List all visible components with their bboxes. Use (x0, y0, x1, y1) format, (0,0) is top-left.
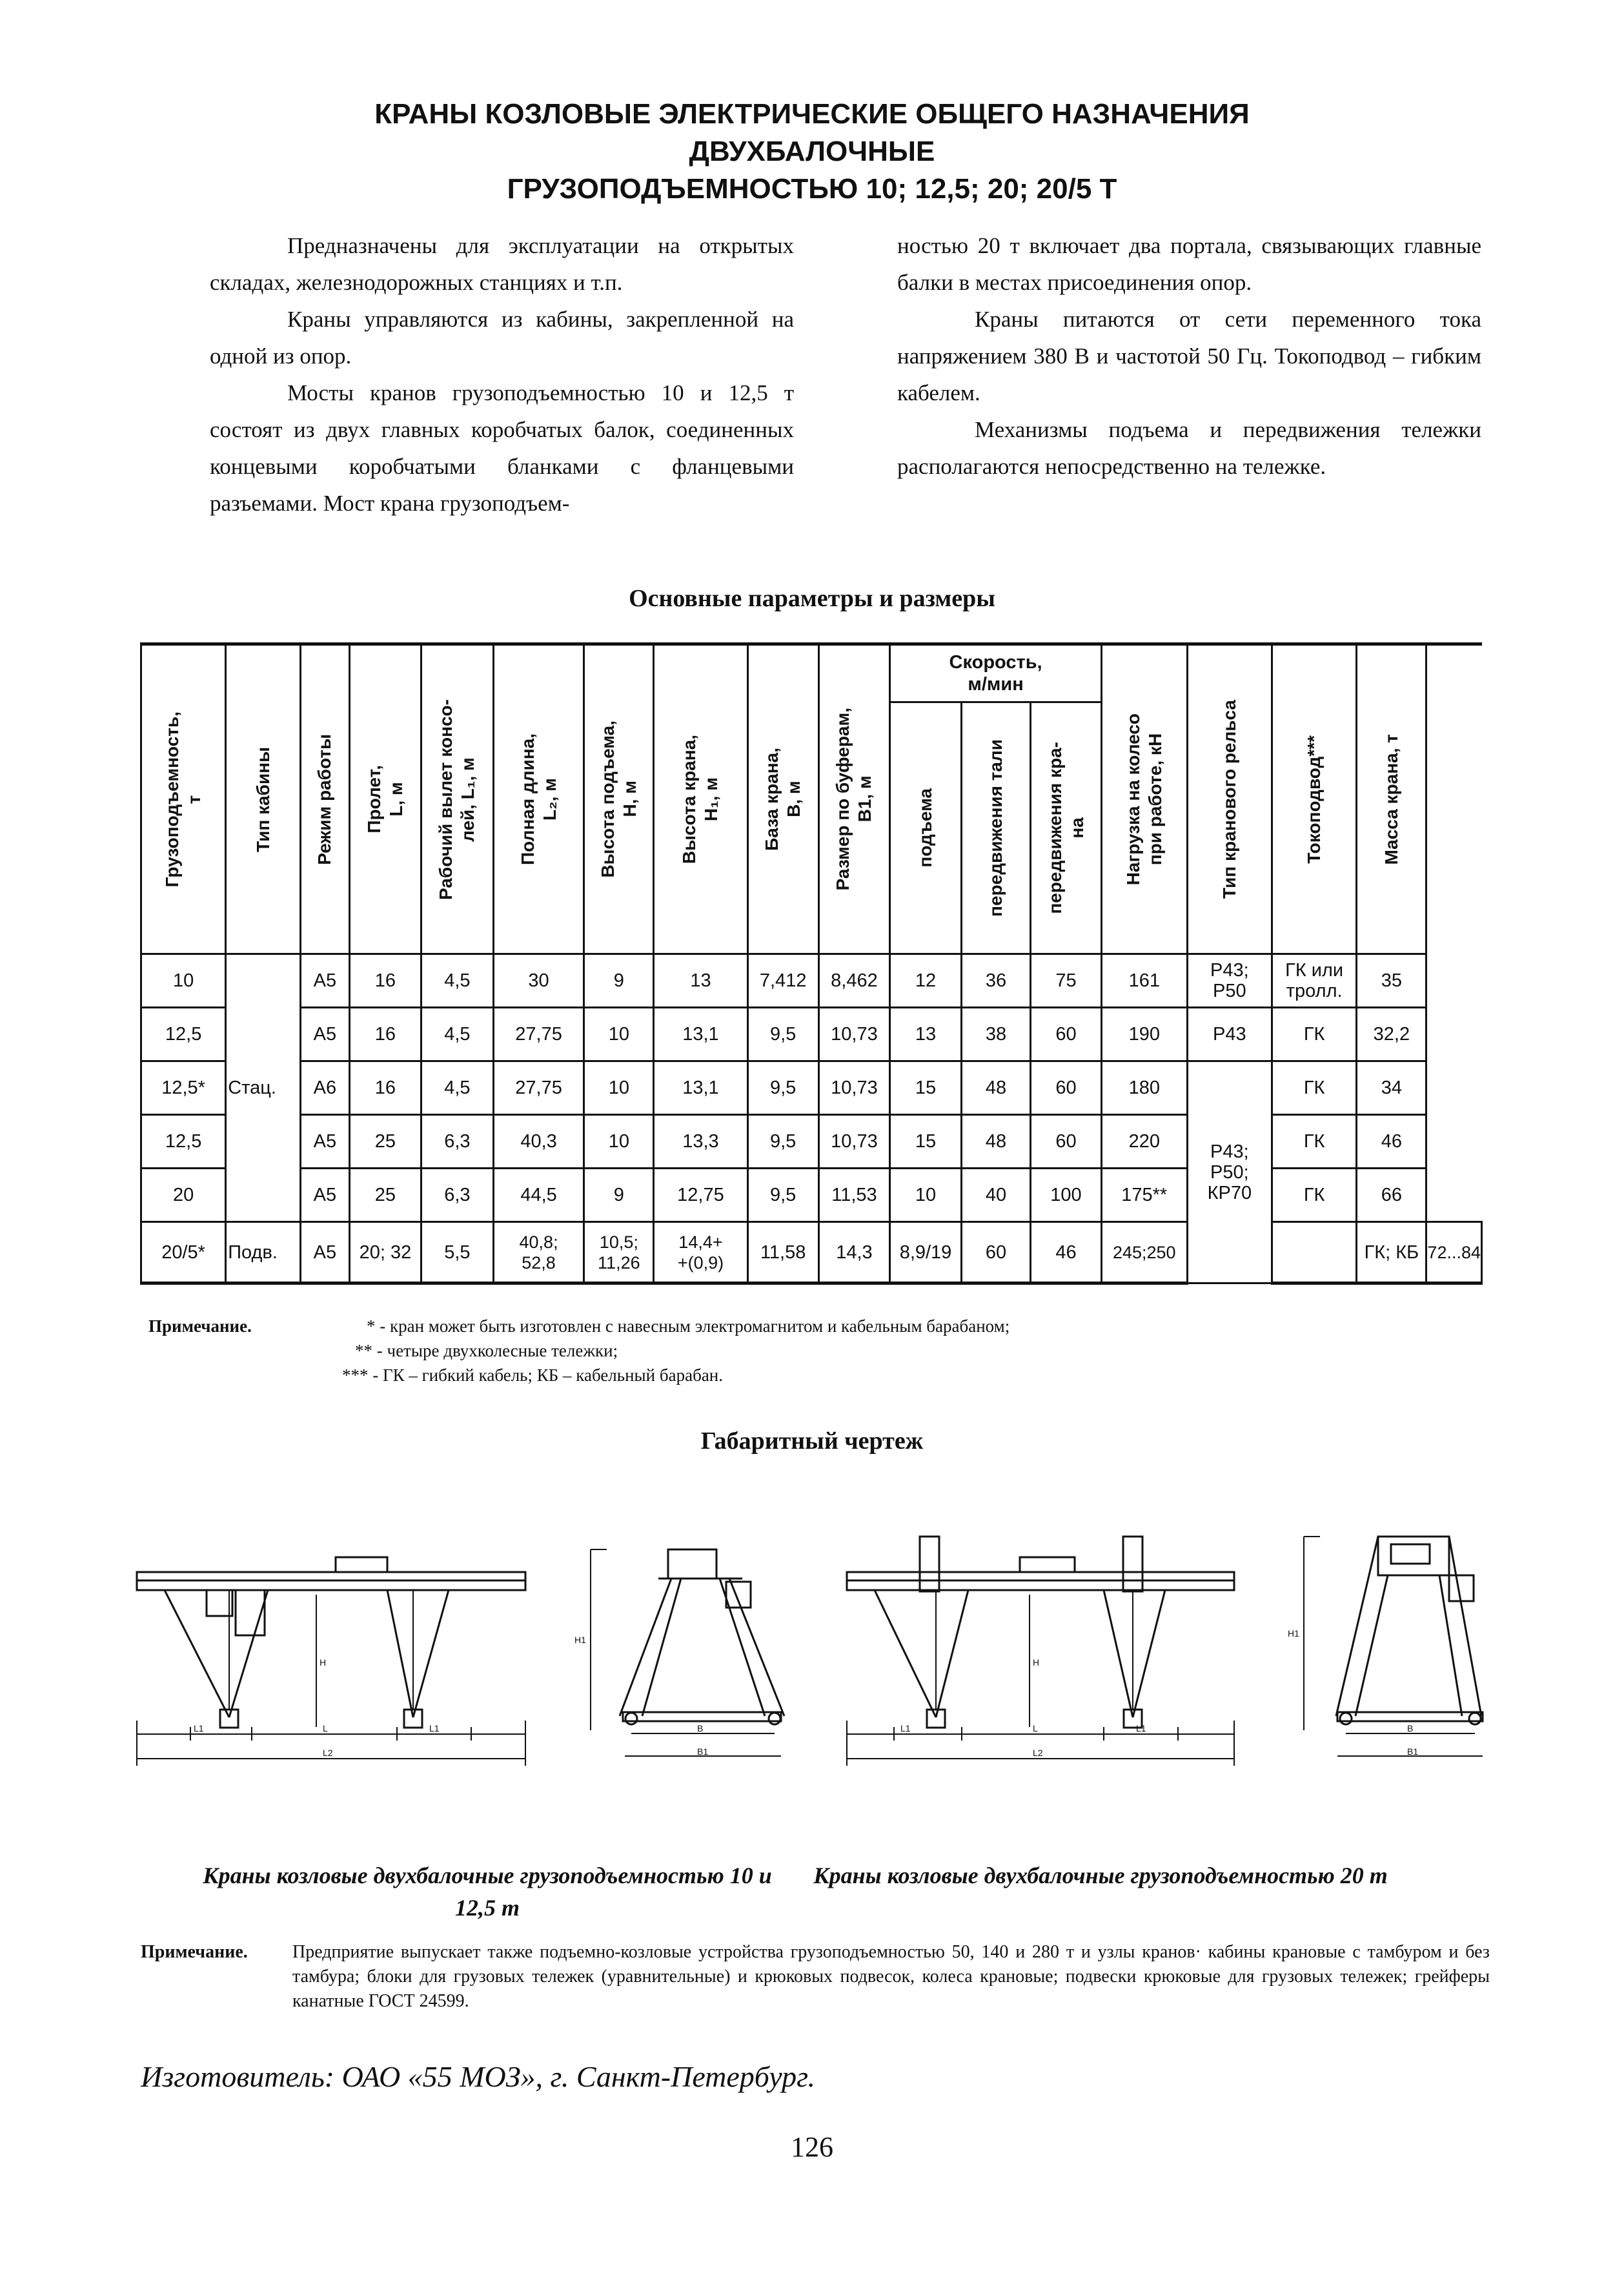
cell-wheel-load: 220 (1101, 1115, 1187, 1169)
header-height: Высота крана, H₁, м (654, 644, 748, 954)
cell-speed-crane: 75 (1031, 954, 1102, 1008)
cell-span: 16 (349, 1061, 421, 1115)
cell-mode: А5 (301, 1222, 350, 1283)
cell-length: 40,3 (493, 1115, 584, 1169)
header-rail: Тип кранового рельса (1187, 644, 1272, 954)
footnote-line: ** - четыре двухколесные тележки; (355, 1341, 618, 1360)
cell-speed-crane: 60 (1031, 1061, 1102, 1115)
cell-rail (1272, 1222, 1356, 1283)
header-speed-lift: подъема (890, 702, 961, 954)
cell-base: 9,5 (747, 1061, 818, 1115)
cell-buffers: 11,53 (818, 1169, 890, 1222)
table-row (141, 1169, 1482, 1222)
cell-length: 40,8; 52,8 (493, 1222, 584, 1283)
cell-wheel-load: 245;250 (1101, 1222, 1187, 1283)
cell-cabin: Подв. (226, 1222, 301, 1283)
cell-capacity: 12,5 (141, 1008, 226, 1061)
cell-mass: 72...84 (1426, 1222, 1482, 1283)
cell-lift: 10 (584, 1115, 654, 1169)
cell-overhang: 4,5 (421, 1061, 493, 1115)
intro-paragraph: ностью 20 т включает два портала, связывающих главные балки в местах присоединения опор. (897, 233, 1481, 295)
header-span: Пролет, L, м (349, 644, 421, 954)
cell-cabin-stat: Стац. (226, 954, 301, 1222)
crane-end-view-20t (1288, 1537, 1483, 1757)
cell-speed-crane: 60 (1031, 1115, 1102, 1169)
cell-speed-lift: 15 (890, 1115, 961, 1169)
cell-wheel-load: 161 (1101, 954, 1187, 1008)
cell-speed-trolley: 48 (961, 1115, 1031, 1169)
cell-buffers: 10,73 (818, 1061, 890, 1115)
drawing-title: Габаритный чертеж (700, 1427, 924, 1455)
cell-overhang: 4,5 (421, 1008, 493, 1061)
cell-power: ГК (1272, 1169, 1356, 1222)
cell-length: 27,75 (493, 1061, 584, 1115)
cell-span: 25 (349, 1169, 421, 1222)
cell-capacity: 12,5 (141, 1115, 226, 1169)
cell-overhang: 5,5 (421, 1222, 493, 1283)
cell-power: ГК (1272, 1115, 1356, 1169)
cell-mode: А5 (301, 1169, 350, 1222)
cell-power: ГК; КБ (1357, 1222, 1426, 1283)
intro-right-column (897, 227, 1481, 485)
cell-base: 7,412 (747, 954, 818, 1008)
header-buffers: Размер по буферам, B1, м (818, 644, 890, 954)
cell-rail: Р43 (1187, 1008, 1272, 1061)
cell-height: 13,1 (654, 1008, 748, 1061)
table-title: Основные параметры и размеры (629, 585, 995, 612)
cell-overhang: 6,3 (421, 1115, 493, 1169)
intro-paragraph: Краны управляются из кабины, закрепленной на одной из опор. (210, 307, 794, 369)
intro-left-column (210, 227, 794, 522)
cell-speed-trolley: 60 (961, 1222, 1031, 1283)
cell-rail: Р43; Р50 (1187, 954, 1272, 1008)
cell-wheel-load: 180 (1101, 1061, 1187, 1115)
table-row (141, 1115, 1482, 1169)
cell-base: 9,5 (747, 1008, 818, 1061)
cell-span: 16 (349, 1008, 421, 1061)
cell-overhang: 4,5 (421, 954, 493, 1008)
cell-mode: А5 (301, 954, 350, 1008)
cell-power: ГК (1272, 1061, 1356, 1115)
cell-buffers: 10,73 (818, 1115, 890, 1169)
cell-lift: 9 (584, 1169, 654, 1222)
title-line-1: КРАНЫ КОЗЛОВЫЕ ЭЛЕКТРИЧЕСКИЕ ОБЩЕГО НАЗНАЧЕНИЯ (374, 98, 1250, 130)
cell-capacity: 20 (141, 1169, 226, 1222)
caption-left: Краны козловые двухбалочные грузоподъемностью 10 и 12,5 т (203, 1863, 772, 1921)
cell-mass: 66 (1357, 1169, 1426, 1222)
cell-speed-crane: 60 (1031, 1008, 1102, 1061)
footnote-label: Примечание. (148, 1316, 252, 1336)
label-l1: L1 (194, 1723, 204, 1733)
header-base: База крана, B, м (747, 644, 818, 954)
cell-speed-lift: 10 (890, 1169, 961, 1222)
label-l2: L2 (323, 1748, 333, 1758)
cell-capacity: 20/5* (141, 1222, 226, 1283)
document-title (0, 96, 1624, 208)
cell-length: 44,5 (493, 1169, 584, 1222)
cell-mass: 35 (1357, 954, 1426, 1008)
intro-paragraph: Предназначены для эксплуатации на открытых складах, железнодорожных станциях и т.п. (210, 233, 794, 295)
cell-height: 13,3 (654, 1115, 748, 1169)
label-h: H (1033, 1657, 1040, 1668)
cell-speed-lift: 13 (890, 1008, 961, 1061)
label-l: L (323, 1723, 328, 1733)
label-l1: L1 (900, 1723, 911, 1733)
cell-lift: 10 (584, 1008, 654, 1061)
header-speed-crane: передвижения кра- на (1031, 702, 1102, 954)
cell-speed-trolley: 48 (961, 1061, 1031, 1115)
cell-height: 13 (654, 954, 748, 1008)
cell-height: 12,75 (654, 1169, 748, 1222)
header-speed-trolley: передвижения тали (961, 702, 1031, 954)
parameters-table (140, 642, 1483, 1285)
cell-overhang: 6,3 (421, 1169, 493, 1222)
table-row (141, 954, 1482, 1008)
header-speed: Скорость, м/мин (890, 644, 1101, 702)
header-cabin: Тип кабины (226, 644, 301, 954)
label-h1: H1 (1288, 1628, 1299, 1639)
cell-mass: 34 (1357, 1061, 1426, 1115)
header-capacity: Грузоподъемность, т (141, 644, 226, 954)
cell-wheel-load: 190 (1101, 1008, 1187, 1061)
header-lift: Высота подъема, H, м (584, 644, 654, 954)
title-line-3: ГРУЗОПОДЪЕМНОСТЬЮ 10; 12,5; 20; 20/5 Т (507, 173, 1117, 205)
cell-power: ГК (1272, 1008, 1356, 1061)
manufacturer: Изготовитель: ОАО «55 МОЗ», г. Санкт-Петербург. (141, 2060, 815, 2093)
table-row (141, 1222, 1482, 1283)
cell-buffers: 14,3 (818, 1222, 890, 1283)
cell-length: 30 (493, 954, 584, 1008)
cell-length: 27,75 (493, 1008, 584, 1061)
header-length: Полная длина, L₂, м (493, 644, 584, 954)
label-b: B (1407, 1723, 1414, 1733)
cell-lift: 9 (584, 954, 654, 1008)
cell-speed-trolley: 40 (961, 1169, 1031, 1222)
cell-wheel-load: 175** (1101, 1169, 1187, 1222)
cell-mode: А5 (301, 1115, 350, 1169)
crane-end-view-10t (574, 1549, 784, 1757)
intro-paragraph: Мосты кранов грузоподъемностью 10 и 12,5 т состоят из двух главных коробчатых балок, соединенных концевыми коробчатыми бланками с фланцевыми разъемами. Мост крана грузоподъем- (210, 380, 794, 516)
cell-capacity: 10 (141, 954, 226, 1008)
cell-speed-lift: 12 (890, 954, 961, 1008)
cell-speed-lift: 8,9/19 (890, 1222, 961, 1283)
cell-mode: А5 (301, 1008, 350, 1061)
label-b1: B1 (697, 1746, 709, 1757)
cell-speed-trolley: 38 (961, 1008, 1031, 1061)
cell-buffers: 8,462 (818, 954, 890, 1008)
intro-paragraph: Механизмы подъема и передвижения тележки располагаются непосредственно на тележке. (897, 417, 1481, 479)
cell-power: ГК или тролл. (1272, 954, 1356, 1008)
table-row (141, 1008, 1482, 1061)
cell-speed-crane: 46 (1031, 1222, 1102, 1283)
header-mode: Режим работы (301, 644, 350, 954)
label-l2: L2 (1033, 1748, 1043, 1758)
cell-base: 9,5 (747, 1115, 818, 1169)
cell-speed-crane: 100 (1031, 1169, 1102, 1222)
cell-height: 14,4+ +(0,9) (654, 1222, 748, 1283)
cell-lift: 10 (584, 1061, 654, 1115)
bottom-note-text: Предприятие выпускает также подъемно-козловые устройства грузоподъемностью 50, 140 и 280 т и узлы кранов· кабины крановые с тамбуром и без тамбура; блоки для грузовых тележек (уравнительные) и крюковых подвесок, колеса крановые; подвески крюковые для грузовых тележек; грейферы канатные ГОСТ 24599. (292, 1942, 1490, 2011)
page-number: 126 (791, 2131, 833, 2163)
label-l1: L1 (1136, 1723, 1146, 1733)
cell-mass: 46 (1357, 1115, 1426, 1169)
intro-paragraph: Краны питаются от сети переменного тока напряжением 380 В и частотой 50 Гц. Токоподвод – гибким кабелем. (897, 307, 1481, 405)
label-l1: L1 (429, 1723, 440, 1733)
cell-buffers: 10,73 (818, 1008, 890, 1061)
title-line-2: ДВУХБАЛОЧНЫЕ (689, 136, 935, 167)
cell-lift: 10,5; 11,26 (584, 1222, 654, 1283)
cell-base: 11,58 (747, 1222, 818, 1283)
header-power: Токоподвод*** (1272, 644, 1356, 954)
label-b: B (697, 1723, 704, 1733)
crane-side-view-20t (847, 1537, 1234, 1766)
label-b1: B1 (1407, 1746, 1419, 1757)
cell-span: 20; 32 (349, 1222, 421, 1283)
dimension-drawings (129, 1511, 1504, 1808)
label-l: L (1033, 1723, 1038, 1733)
bottom-note-label: Примечание. (141, 1942, 248, 1962)
cell-speed-trolley: 36 (961, 954, 1031, 1008)
cell-rail-group: Р43; Р50; КР70 (1187, 1061, 1272, 1283)
header-overhang: Рабочий вылет консо- лей, L₁, м (421, 644, 493, 954)
crane-side-view-10t (137, 1557, 525, 1766)
header-wheel-load: Нагрузка на колесо при работе, кН (1101, 644, 1187, 954)
cell-span: 25 (349, 1115, 421, 1169)
cell-capacity: 12,5* (141, 1061, 226, 1115)
footnote-line: * - кран может быть изготовлен с навесным электромагнитом и кабельным барабаном; (367, 1316, 1010, 1336)
cell-speed-lift: 15 (890, 1061, 961, 1115)
header-mass: Масса крана, т (1357, 644, 1426, 954)
table-row (141, 1061, 1482, 1115)
label-h1: H1 (574, 1635, 586, 1645)
cell-span: 16 (349, 954, 421, 1008)
cell-mode: А6 (301, 1061, 350, 1115)
footnote-line: *** - ГК – гибкий кабель; КБ – кабельный барабан. (342, 1365, 724, 1385)
caption-right: Краны козловые двухбалочные грузоподъемностью 20 т (813, 1863, 1388, 1888)
label-h: H (320, 1657, 327, 1668)
cell-base: 9,5 (747, 1169, 818, 1222)
cell-mass: 32,2 (1357, 1008, 1426, 1061)
cell-height: 13,1 (654, 1061, 748, 1115)
